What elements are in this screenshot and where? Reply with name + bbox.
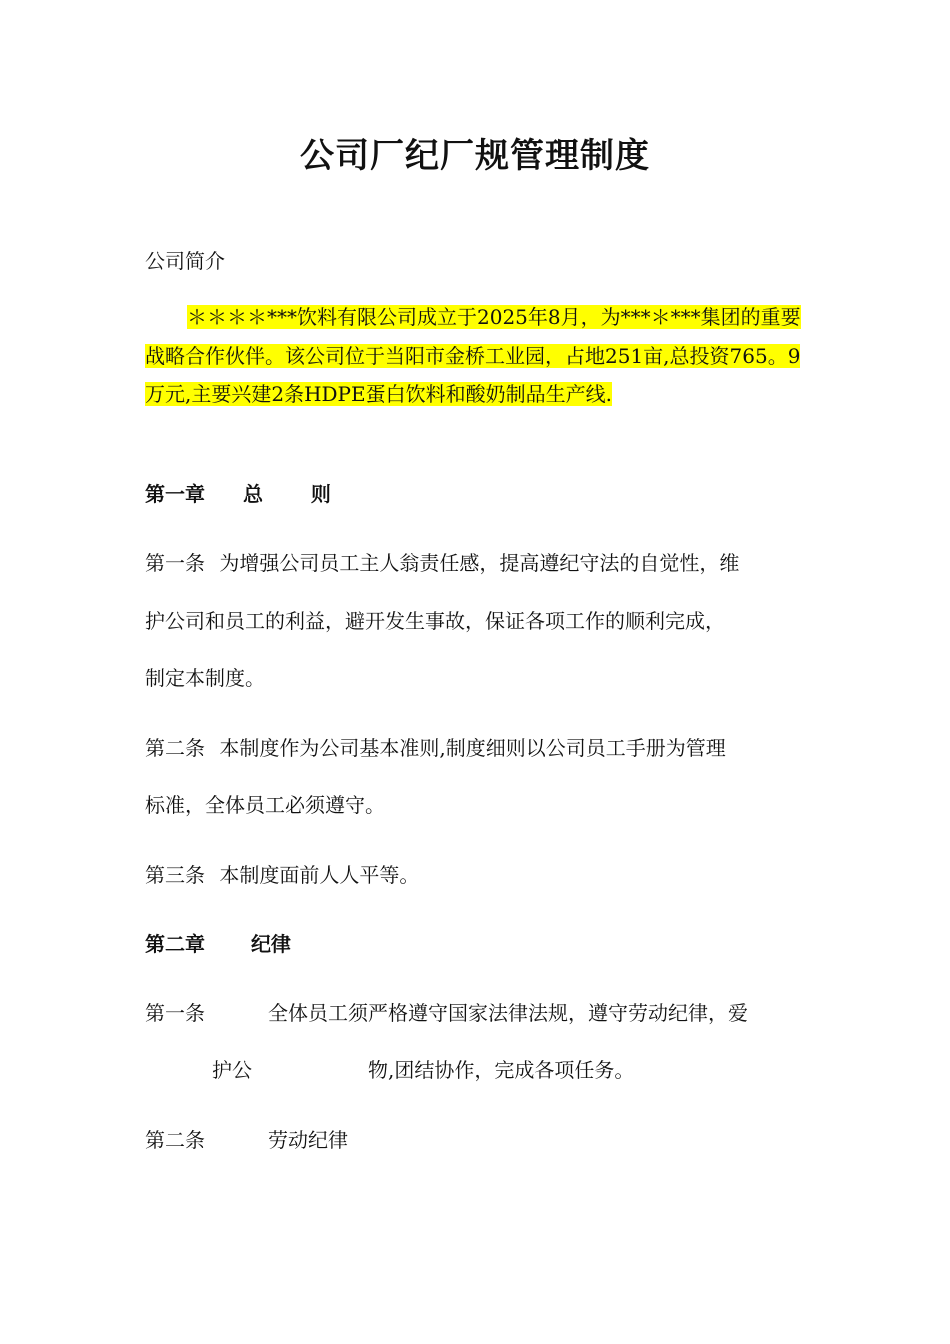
chapter-2-heading [145,929,291,959]
chapter-2-label: 第二章 [145,932,205,956]
chapter-2-name: 纪律 [250,932,291,956]
ch1-art3-label: 第三条 [145,863,205,887]
ch2-art1-line1: 全体员工须严格遵守国家法律法规，遵守劳动纪律，爱 [268,1001,748,1025]
chapter-1-heading [145,479,331,509]
ch2-art2-label: 第二条 [145,1128,205,1152]
page-title: 公司厂纪厂规管理制度 [300,136,650,176]
ch1-art3-line1 [145,860,419,890]
ch1-art3-text-1: 本制度面前人人平等。 [219,863,420,887]
ch1-art1-line2: 护公司和员工的利益，避开发生事故，保证各项工作的顺利完成， [145,609,725,633]
ch1-art1-text-1: 为增强公司员工主人翁责任感，提高遵纪守法的自觉性，维 [219,551,740,575]
chapter-1-name-b: 则 [310,482,331,506]
ch1-art2-label: 第二条 [145,736,205,760]
intro-text: ＊＊＊＊***饮料有限公司成立于2025年8月，为***＊***集团的重要战略合作伙伴。该公司位于当阳市金桥工业园，占地251亩,总投资765。9万元,主要兴建2条HDPE蛋白饮料和酸奶制品生产线. [145,305,801,406]
intro-paragraph [145,298,807,414]
ch2-art2-text: 劳动纪律 [268,1128,348,1152]
ch1-art1-line1 [145,548,739,578]
ch1-art2-text-1: 本制度作为公司基本准则,制度细则以公司员工手册为管理 [219,736,726,760]
ch1-art1-label: 第一条 [145,551,205,575]
ch1-art2-line1 [145,733,726,763]
intro-heading: 公司简介 [145,249,225,273]
chapter-1-name-a: 总 [242,482,263,506]
ch2-art1-label: 第一条 [145,1001,205,1025]
ch2-art1-line2a: 护公 [212,1058,252,1082]
ch1-art1-line3: 制定本制度。 [145,666,265,690]
ch2-art1-line2b: 物,团结协作，完成各项任务。 [368,1058,635,1082]
chapter-1-label: 第一章 [145,482,205,506]
ch1-art2-line2: 标准，全体员工必须遵守。 [145,793,385,817]
